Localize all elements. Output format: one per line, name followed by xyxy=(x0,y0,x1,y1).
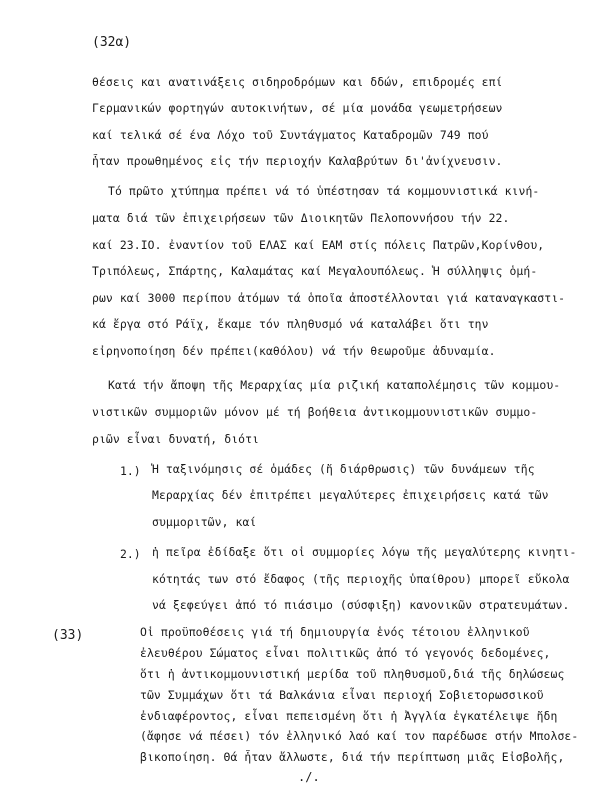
margin-tag: (33) xyxy=(52,628,84,643)
text-line: Ἡ ταξινόμησις σέ ὁμάδες (ἤ διάρθρωσις) τῶν δυνάμεων τῆς xyxy=(152,462,535,476)
text-line: κά ἔργα στό Ράϊχ, ἔκαμε τόν πληθυσμό νά καταλάβει ὅτι την xyxy=(92,317,489,331)
list-item-number: 1.) xyxy=(120,464,141,478)
text-line: ἐνδιαφέροντος, εἶναι πεπεισμένη ὅτι ἡ Ἀγγλία ἐγκατέλειψε ἤδη xyxy=(140,709,558,723)
text-line: βικοποίηση. Θά ἦταν ἄλλωστε, διά τήν περίπτωση μιᾶς Εἰσβολῆς, xyxy=(140,750,565,764)
text-line: Οἱ προϋποθέσεις γιά τή δημιουργία ἑνός τέτοιου ἑλληνικοῦ xyxy=(140,625,530,639)
text-line: καί 23.IO. ἐναντίον τοῦ ΕΛΑΣ καί ΕΑΜ στίς πόλεις Πατρῶν,Κορίνθου, xyxy=(92,238,545,252)
text-line: Τό πρῶτο χτύπημα πρέπει νά τό ὑπέστησαν τά κομμουνιστικά κινή- xyxy=(108,184,540,198)
text-line: Γερμανικών φορτηγών αυτοκινήτων, σέ μία μονάδα γεωμετρήσεων xyxy=(92,101,503,115)
list-item-number: 2.) xyxy=(120,547,141,561)
text-line: ρων καί 3000 περίπου ἀτόμων τά ὁποῖα ἀποστέλλονται γιά καταναγκαστι- xyxy=(92,291,566,305)
text-line: κότητάς των στό ἔδαφος (τῆς περιοχῆς ὑπαίθρου) μπορεῖ εὔκολα xyxy=(152,572,570,586)
text-line: ματα διά τῶν ἐπιχειρήσεων τῶν Διοικητῶν Πελοποννήσου τήν 22. xyxy=(92,211,510,225)
text-line: ἦταν προωθημένος εἰς τήν περιοχήν Καλαβρύτων δι'ἀνίχνευσιν. xyxy=(92,154,503,168)
continuation-mark: ./. xyxy=(298,770,320,784)
text-line: θέσεις και ανατινάξεις σιδηροδρόμων και δδών, επιδρομές επί xyxy=(92,75,503,89)
text-line: νιστικῶν συμμοριῶν μόνον μέ τή βοήθεια ἀντικομμουνιστικῶν συμμο- xyxy=(92,405,538,419)
text-line: συμμοριτῶν, καί xyxy=(152,515,257,529)
text-line: ὅτι ἡ ἀντικομμουνιστική μερίδα τοῦ πληθυσμοῦ,διά τῆς δηλώσεως xyxy=(140,667,565,681)
text-line: ἐλευθέρου Σώματος εἶναι πολιτικῶς ἀπό τό γεγονός δεδομένες, xyxy=(140,646,551,660)
text-line: Μεραρχίας δέν ἐπιτρέπει μεγαλύτερες ἐπιχειρήσεις κατά τῶν xyxy=(152,488,549,502)
text-line: ριῶν εἶναι δυνατή, διότι xyxy=(92,432,259,446)
text-line: εἰρηνοποίηση δέν πρέπει(καθόλου) νά τήν θεωροῦμε ἀδυναμία. xyxy=(92,344,496,358)
text-line: (ἄφησε νά πέσει) τόν ἑλληνικό λαό καί τον παρέδωσε στήν Μπολσε- xyxy=(140,729,579,743)
text-line: Τριπόλεως, Σπάρτης, Καλαμάτας καί Μεγαλουπόλεως. Ἡ σύλληψις ὁμή- xyxy=(92,264,538,278)
text-line: τῶν Συμμάχων ὅτι τά Βαλκάνια εἶναι περιοχή Σοβιετορωσσικοῦ xyxy=(140,688,544,702)
text-line: Κατά τήν ἄποψη τῆς Μεραρχίας μία ριζική καταπολέμησις τῶν κομμου- xyxy=(108,378,561,392)
text-line: νά ξεφεύγει ἀπό τό πιάσιμο (σύσφιξη) κανονικῶν στρατευμάτων. xyxy=(152,598,570,612)
text-line: καί τελικά σέ ένα Λόχο τοῦ Συντάγματος Καταδρομῶν 749 πού xyxy=(92,128,489,142)
page-tag: (32α) xyxy=(92,35,132,50)
text-line: ἡ πεῖρα ἐδίδαξε ὅτι οἱ συμμορίες λόγω τῆς μεγαλύτερης κινητι- xyxy=(152,545,577,559)
